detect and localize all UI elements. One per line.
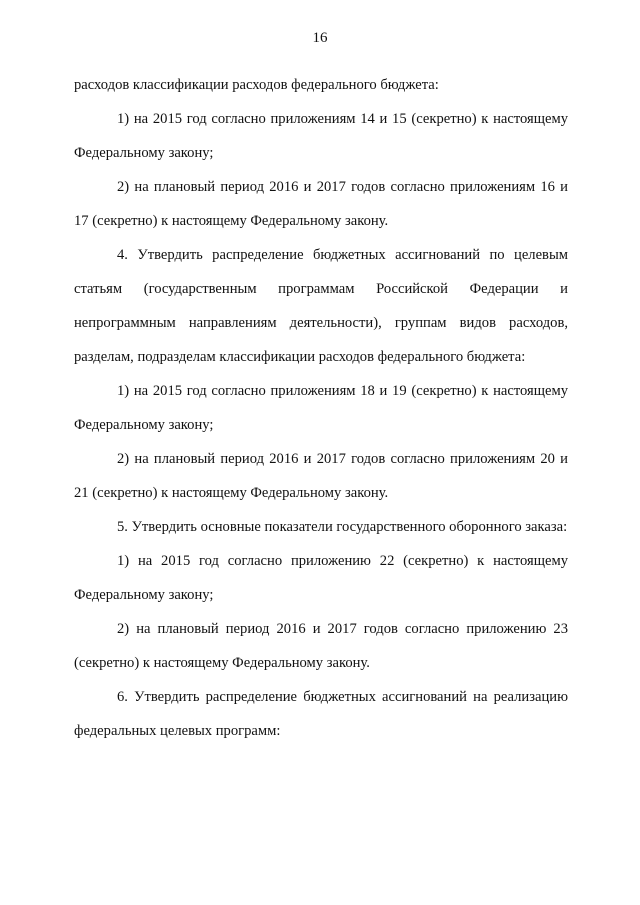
paragraph: 2) на плановый период 2016 и 2017 годов согласно приложениям 16 и 17 (секретно) к настоящему Федеральному закону.	[74, 179, 568, 229]
paragraph: 1) на 2015 год согласно приложениям 18 и 19 (секретно) к настоящему Федеральному закону;	[74, 383, 568, 433]
paragraph: 4. Утвердить распределение бюджетных ассигнований по целевым статьям (государственным программам Российской Федерации и непрограммным направлениям деятельности), группам видов расходов, разделам, подразделам классификации расходов федерального бюджета:	[74, 247, 568, 365]
paragraph: 1) на 2015 год согласно приложениям 14 и 15 (секретно) к настоящему Федеральному закону;	[74, 111, 568, 161]
paragraph: 6. Утвердить распределение бюджетных ассигнований на реализацию федеральных целевых программ:	[74, 689, 568, 739]
paragraph: 2) на плановый период 2016 и 2017 годов согласно приложениям 20 и 21 (секретно) к настоящему Федеральному закону.	[74, 451, 568, 501]
page-number: 16	[312, 30, 328, 46]
paragraph: 1) на 2015 год согласно приложению 22 (секретно) к настоящему Федеральному закону;	[74, 553, 568, 603]
paragraph: расходов классификации расходов федерального бюджета:	[74, 77, 439, 93]
document-body	[74, 68, 568, 748]
paragraph: 2) на плановый период 2016 и 2017 годов согласно приложению 23 (секретно) к настоящему Федеральному закону.	[74, 621, 568, 671]
paragraph: 5. Утвердить основные показатели государственного оборонного заказа:	[117, 519, 568, 535]
